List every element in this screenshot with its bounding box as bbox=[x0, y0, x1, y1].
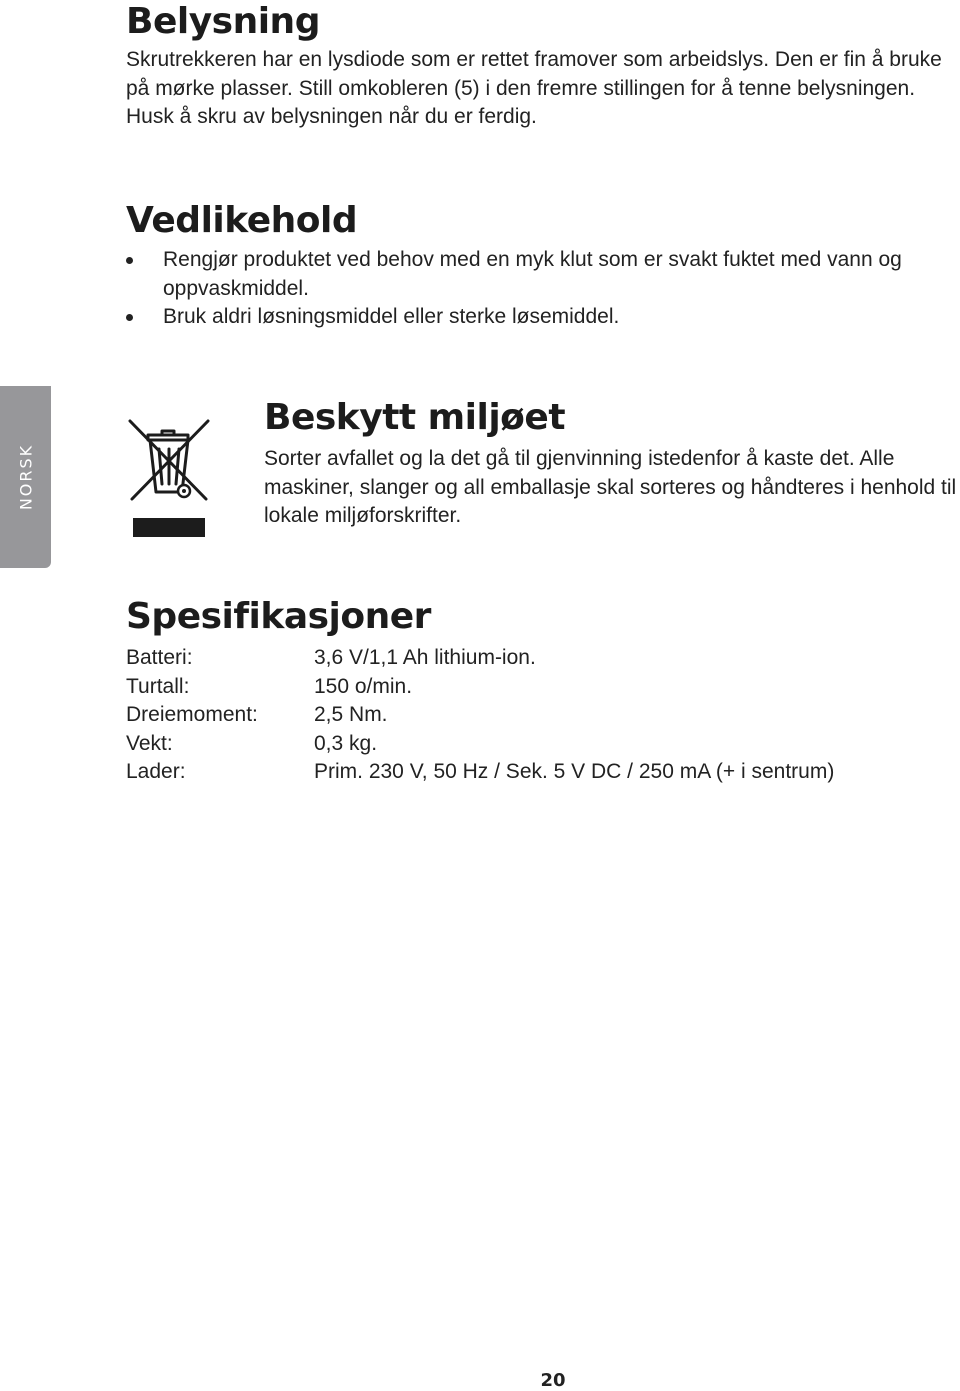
spec-label: Lader: bbox=[126, 760, 186, 783]
crossed-out-wheelie-bin-icon bbox=[126, 418, 212, 542]
spec-label: Dreiemoment: bbox=[126, 703, 258, 726]
section-title-spesifikasjoner: Spesifikasjoner bbox=[126, 596, 431, 637]
table-row bbox=[126, 644, 834, 673]
spec-label: Vekt: bbox=[126, 731, 173, 755]
table-row bbox=[126, 758, 834, 787]
table-row bbox=[126, 673, 834, 702]
spec-value: 150 o/min. bbox=[314, 674, 413, 698]
specifications-table bbox=[126, 644, 834, 787]
list-item bbox=[126, 303, 956, 332]
list-item bbox=[126, 246, 956, 303]
spec-value: 2,5 Nm. bbox=[314, 703, 388, 726]
bullet-icon bbox=[126, 257, 133, 264]
spec-label: Batteri: bbox=[126, 646, 193, 669]
section-title-miljo: Beskytt miljøet bbox=[264, 397, 566, 438]
section-title-vedlikehold: Vedlikehold bbox=[126, 200, 358, 241]
list-item-text: Rengjør produktet ved behov med en myk klut som er svakt fuktet med vann og oppvaskmiddel. bbox=[163, 248, 902, 300]
page-number: 20 bbox=[540, 1370, 566, 1391]
table-row bbox=[126, 730, 834, 759]
section-title-belysning: Belysning bbox=[126, 1, 320, 42]
spec-value: 0,3 kg. bbox=[314, 731, 378, 755]
spec-value: Prim. 230 V, 50 Hz / Sek. 5 V DC / 250 mA (+ i sentrum) bbox=[314, 760, 835, 783]
language-side-tab bbox=[0, 386, 51, 568]
language-tab-label: NORSK bbox=[16, 443, 35, 511]
vedlikehold-list bbox=[126, 246, 956, 332]
miljo-text: Sorter avfallet og la det gå til gjenvinning istedenfor å kaste det. Alle maskiner, slanger og all emballasje skal sorteres og håndteres i henhold til lokale miljøforskrifter. bbox=[264, 447, 957, 527]
spec-label: Turtall: bbox=[126, 674, 190, 698]
belysning-text: Skrutrekkeren har en lysdiode som er rettet framover som arbeidslys. Den er fin å bruke på mørke plasser. Still omkobleren (5) i den fremre stillingen for å tenne belysningen. Husk å skru av belysningen når du er ferdig. bbox=[126, 48, 942, 128]
spec-value: 3,6 V/1,1 Ah lithium-ion. bbox=[314, 646, 536, 669]
bullet-icon bbox=[126, 314, 133, 321]
table-row bbox=[126, 701, 834, 730]
list-item-text: Bruk aldri løsningsmiddel eller sterke løsemiddel. bbox=[163, 305, 620, 328]
